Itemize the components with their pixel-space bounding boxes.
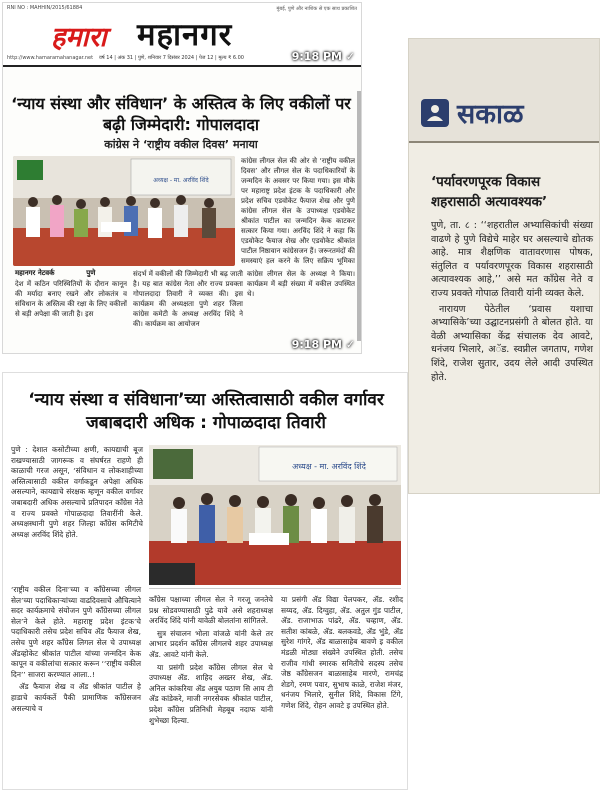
article-col-1: देश में कठिन परिस्थितियों के दौरान कानून की मर्यादा बनाए रखने और लोकतंत्र व संविधान के अस्तित्व की रक्षा के लिए वकीलों से बड़ी अपेक्षा की जाती है। इस (15, 280, 127, 318)
message-timestamp: 9:18 PM ✓ (291, 50, 355, 63)
sakal-emblem-icon (421, 99, 449, 127)
marathi-col-b-paragraph-3: या प्रसंगी प्रदेश काँग्रेस लीगल सेल चे उपाध्यक्ष ॲड. शाहिद अख्तर शेख, ॲड. अनिल कांकरिया ॲड अयुब पठाण सि आय टी ॲड कांडेकरे, माजी नगरसेवक श्रीकांत पाटील, प्रदेश काँग्रेस प्रतिनिधी मेहबूब नदाफ यांनी शुभेच्छा दिल्या. (149, 662, 273, 725)
article-col-2: संदर्भ में वकीलों की जिम्मेदारी भी बढ़ जाती है। यह बात कांग्रेस नेता और राज्य प्रवक्ता गोपालदादा तिवारी ने व्यक्त की। इस कार्यक्रम की अध्यक्षता पुणे शहर जिला कांग्रेस कमेटी के अध्यक्ष अरविंद शिंदे ने की। कार्यक्रम का आयोजन (133, 270, 243, 328)
sakal-paragraph-2: नारायण पेठेतील ‘प्रवास यशाचा अभ्यासिके’च्या उद्घाटनप्रसंगी ते बोलत होते. या वेळी अभ्यासिका केंद्र संचालक देव आवटे, धनंजय भिलारे, अॅड. स्वप्नील जगताप, गणेश शिंदे, राजेश सुतार, उदय लेले आदी उपस्थित होते. (431, 303, 593, 383)
marathi-col-a-paragraph-1: ‘राष्ट्रीय वकील दिना’च्या व काँग्रेसच्या लीगल सेल’च्या पदाधिकाऱ्यांच्या वाढदिवसाचे औचित्याने सदर कार्यक्रमाचे संयोजन पुणे काँग्रेसच्या लीगल सेल’ने केले होते. महाराष्ट्र प्रदेश इंटक’चे पदाधिकारी तसेच प्रदेश सचिव ॲड फैयाज शेख, तसेच पुणे शहर काँग्रेस लिगल सेल चे उपाध्यक्ष ॲडव्होकेट श्रीकांत पाटील यांच्या जन्मदिन केक कापून व वकीलांचा सत्कार करून ‘‘राष्ट्रीय वकील दिन’’ साजरा करण्यात आला..! (11, 585, 141, 679)
brand-mahanagar: महानगर (137, 17, 233, 53)
article-right-column: कांग्रेस लीगल सेल की ओर से ‘राष्ट्रीय वकील दिवस’ और लीगल सेल के पदाधिकारियों के जन्मदिन के अवसर पर किया गया। इस मौके पर महाराष्ट्र प्रदेश इंटक के पदाधिकारी और प्रदेश सचिव एडवोकेट फैयाज शेख और पुणे कांग्रेस लीगल सेल के उपाध्यक्ष एडवोकेट श्रीकांत पाटील का जन्मदिन केक काटकर सत्कार किया गया। अरविंद शिंदे ने कहा कि एडवोकेट फैयाज शेख और एडवोकेट श्रीकांत पाटील निष्ठावान कांग्रेसजन हैं। जरूरतमंदों की समस्याएं हल करने के लिए सक्रिय भूमिका (241, 157, 355, 265)
sakal-logo-text: सकाळ (457, 99, 524, 130)
byline-name: महानगर नेटवर्क (15, 269, 55, 277)
banner-text: अध्यक्ष - मा. अरविंद शिंदे (153, 177, 209, 184)
marathi-col-b-paragraph-2: सुत्र संचालन भोला वांजळे यांनी केले तर आभार प्रदर्शन काँग्रेस लीगलचे शहर उपाध्यक्ष ॲड. आवटे यांनी केले. (149, 628, 273, 659)
message-timestamp-bottom: 9:18 PM ✓ (291, 338, 355, 351)
byline-city: पुणे (86, 269, 96, 277)
brand-hamara: हमारा (51, 22, 107, 53)
marathi-col-b-paragraph-1: काँग्रेस पक्षाच्या लीगल सेल ने गरजू जनतेचे प्रश्न सोडवण्यासाठी पुढे यावे असे शहराध्यक्ष अरविंद शिंदे यांनी यावेळी बोलतांना सांगितले. (149, 595, 273, 626)
registration-number: RNI NO : MAHHIN/2015/61884 (7, 5, 83, 11)
article-headline: ‘न्याय संस्था और संविधान’ के अस्तित्व के लिए वकीलों पर बढ़ी जिम्मेदारी: गोपालदादा (11, 94, 351, 134)
article-subheadline: कांग्रेस ने ‘राष्ट्रीय वकील दिवस’ मनाया (104, 138, 258, 151)
marathi-col-a (11, 585, 141, 714)
hamara-mahanagar-clipping (2, 2, 362, 354)
issue-dateline: वर्ष 14 | अंक 31 | पुणे, शनिवार 7 दिसंबर 2024 | पेज 12 | मूल्य ₹ 6.00 (99, 55, 244, 61)
website-url: http://www.hamaramahanagar.net (7, 55, 94, 61)
marathi-banner-text: अध्यक्ष - मा. अरविंद शिंदे (292, 462, 366, 471)
article-col-3: कांग्रेस लीगल सेल के अध्यक्ष ने किया। कार्यक्रम में बड़ी संख्या में वकील उपस्थित थे। (247, 270, 355, 298)
column-rule (357, 91, 361, 341)
marathi-col-c: या प्रसंगी ॲड विद्या पेलपकर, ॲड. रशीद सय्यद, ॲड. दिग्वुहा, ॲड. अतुल गुंड पाटील, ॲड. राजाभाऊ पांढरे, ॲड. चव्हाण, ॲड. सतीश कांबळे, ॲड. बलकवडे, ॲड भुंडे, ॲड सुरेश गांगरे, ॲड बाळासाहेब बावणे इ वकील मंडळी मोठ्या संख्येने उपस्थित होती. तसेच राजीव गांधी स्मारक समितीचे सदस्य तसेच जेष्ठ काँग्रेसजन बाळासाहेब मारणे, रामचंद्र शेडगे, रमण पवार, सुभाष काळे, राजेश मंजर, धनंजय भिलारे, सुनील शिंदे, विकास टिंगे, गणेश शिंदे, रोहन आवटे इ उपस्थित होते. (281, 595, 403, 710)
sakal-headline: ‘पर्यावरणपूरक विकास शहरासाठी अत्यावश्यक’ (431, 174, 548, 210)
marathi-col-b (149, 595, 273, 726)
photo-caption-rule (149, 588, 401, 589)
marathi-col-a-paragraph-2: ॲड फैयाज शेख व ॲड श्रीकांत पाटील हे हाडाचे कार्यकर्ते पैकी प्रामाणिक काँग्रेसजन असल्याचे व (11, 682, 141, 713)
sakal-masthead (409, 39, 600, 143)
sakal-clipping (408, 38, 600, 494)
sakal-emblem-shape (421, 99, 449, 127)
marathi-headline: ‘न्याय संस्था व संविधाना’च्या अस्तित्वासाठी वकील वर्गावर जबाबदारी अधिक : गोपाळदादा तिवारी (28, 390, 384, 433)
edition-note: मुंबई, पुणे और नाशिक से एक साथ प्रकाशित (276, 6, 357, 12)
marathi-lead: पुणे : देशात कसोटीच्या क्षणी, कायद्याची बूज राखण्यासाठी जागरूक व संघर्षरत राहणे ही काळाची गरज असून, ‘संविधान व लोकशाहीच्या अस्तित्वासाठी वकील वर्गाकडून अपेक्षा अधिक असल्याने, कायद्याचे संरक्षक म्हणून वकील वर्गावर जबाबदारी अधिक असल्याचे प्रतिपादन काँग्रेस नेते व राज्य प्रवक्ते गोपाळदादा तिवारींनी केले. अध्यक्षस्थानी पुणे शहर जिल्हा काँग्रेस कमिटीचे अध्यक्ष अरविंद शिंदे होते. (11, 445, 143, 539)
sakal-paragraph-1: पुणे, ता. ८ : ‘‘शहरातील अभ्यासिकांची संख्या वाढणे हे पुणे विद्येचे माहेर घर असल्याचे द्योतक आहे. मात्र शैक्षणिक वातावरणास पोषक, संतुलित व पर्यावरणपूरक विकास शहरासाठी अत्यावश्यक आहे,’’ असे मत काँग्रेस नेते व राज्य प्रवक्ते गोपाळ तिवारी यांनी व्यक्त केले. (431, 220, 593, 299)
event-photo (13, 156, 235, 266)
byline (15, 269, 95, 278)
sakal-body (431, 219, 593, 384)
marathi-clipping (2, 372, 408, 790)
marathi-event-photo (149, 445, 401, 585)
